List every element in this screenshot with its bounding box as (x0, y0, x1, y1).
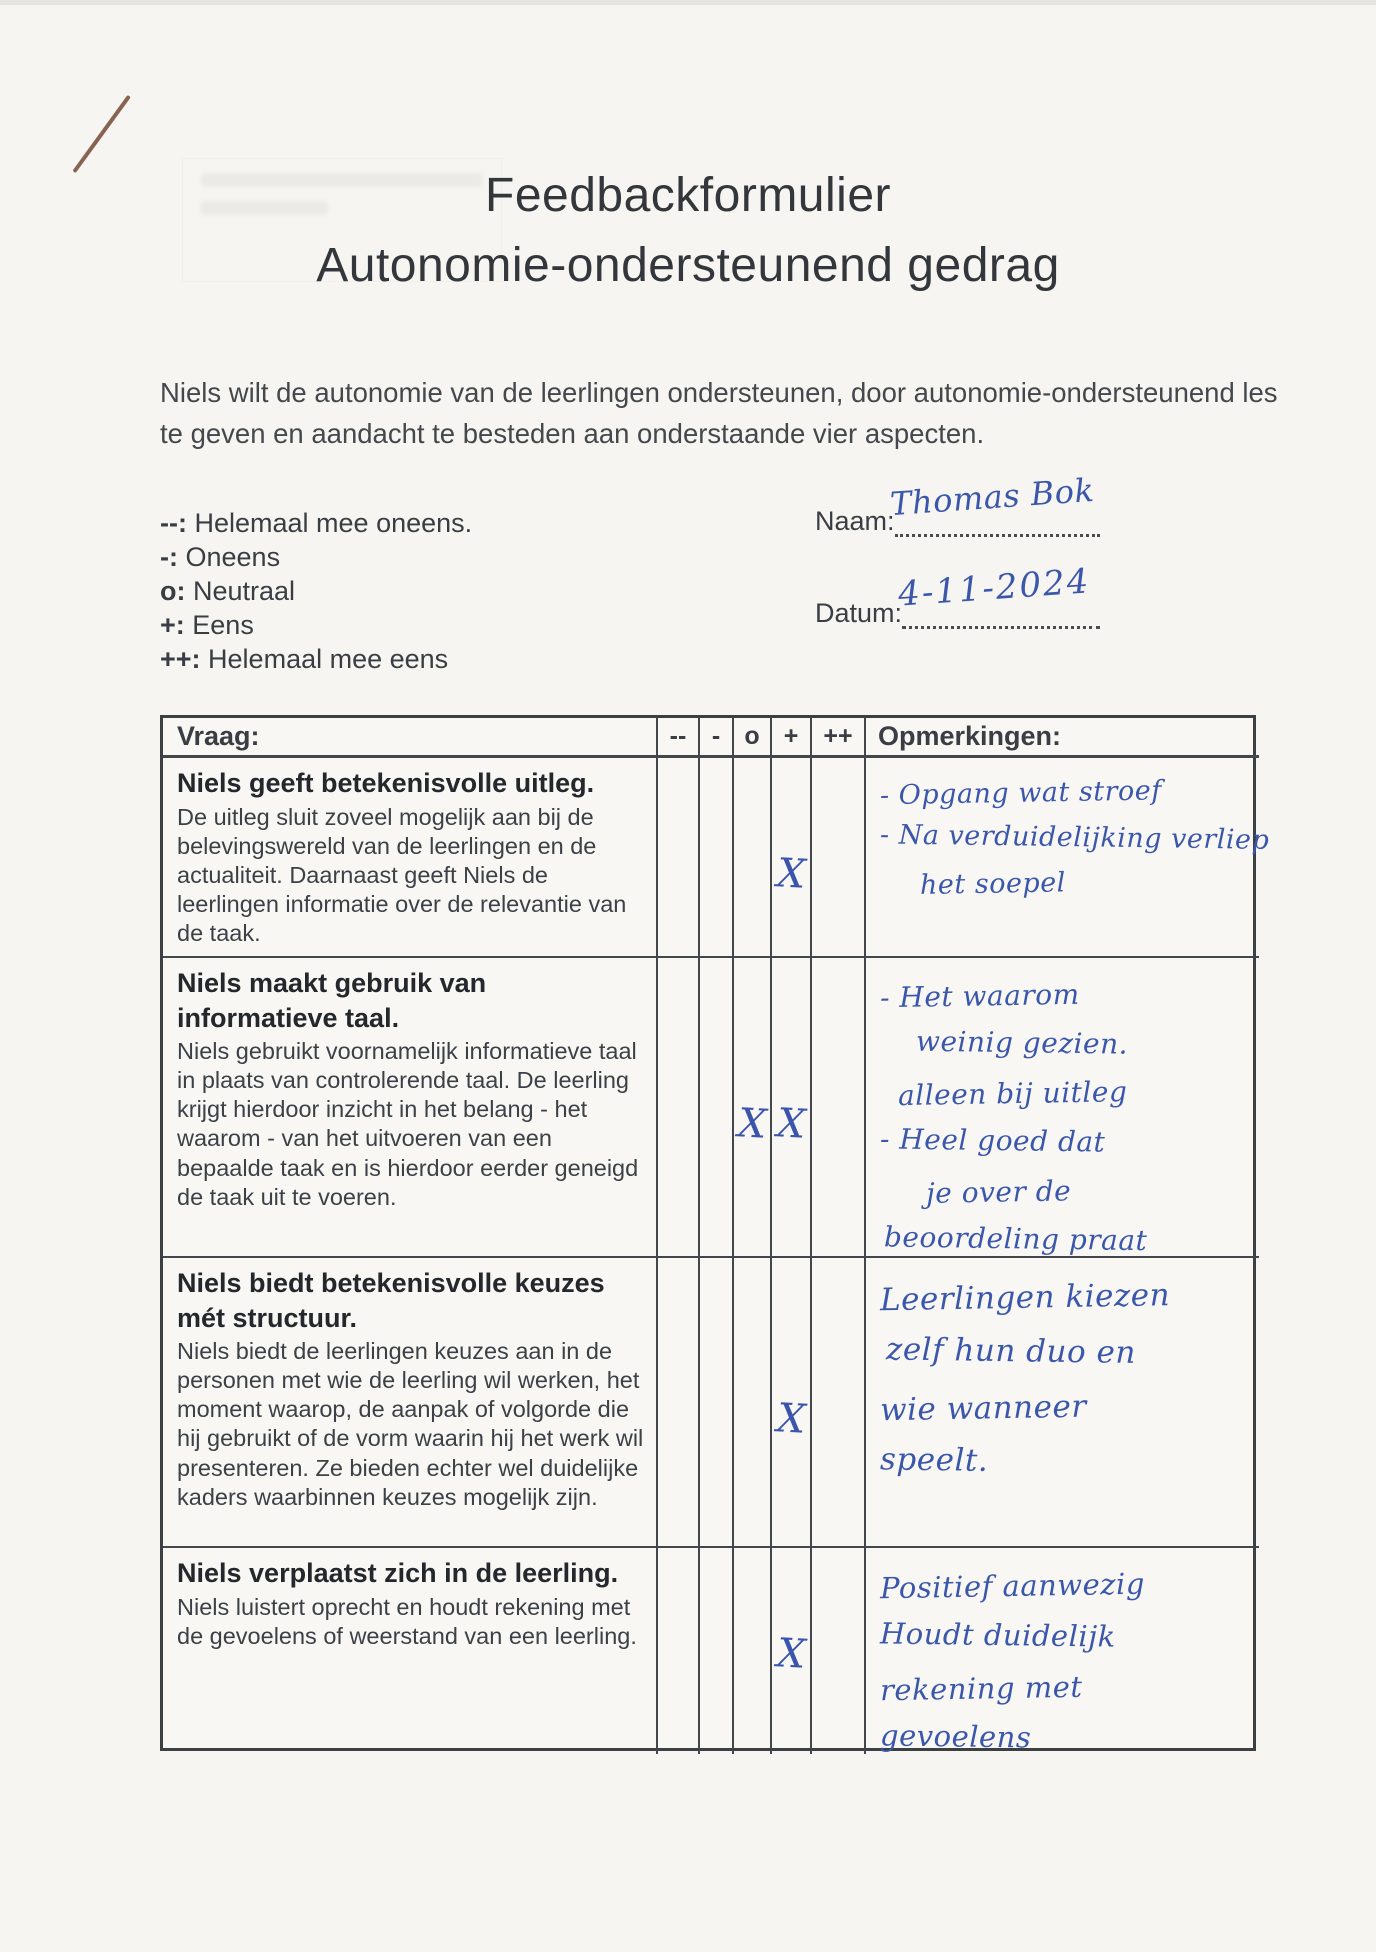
rating-cell (700, 758, 734, 958)
rating-cell (812, 958, 866, 1258)
question-cell (163, 758, 658, 958)
comment-line: - Na verduidelijking verliep (879, 819, 1270, 856)
comment-line: Leerlingen kiezen (879, 1277, 1171, 1319)
comment-line: - Het waarom (879, 977, 1080, 1015)
comment-cell (866, 1548, 1259, 1754)
question-cell (163, 1258, 658, 1548)
legend-symbol: o: (160, 576, 186, 606)
question-title: Niels biedt betekenisvolle keuzes mét structuur. (177, 1268, 605, 1333)
rating-cell (658, 758, 700, 958)
comment-line: - Opgang wat stroef (879, 775, 1163, 812)
legend-item (160, 506, 472, 540)
legend-symbol: +: (160, 610, 185, 640)
rating-cell (772, 1548, 812, 1754)
rating-mark: X (775, 850, 807, 898)
question-cell (163, 958, 658, 1258)
comment-line: alleen bij uitleg (897, 1075, 1128, 1113)
question-title: Niels maakt gebruik van informatieve taal. (177, 968, 487, 1033)
handwritten-comment (880, 970, 1253, 1264)
question-title: Niels verplaatst zich in de leerling. (177, 1558, 619, 1588)
question-description: De uitleg sluit zoveel mogelijk aan bij de belevingswereld van de leerlingen en de actualiteit. Daarnaast geeft Niels de leerlingen informatie over de relevantie van de taak. (177, 803, 627, 947)
header-rating: ++ (812, 718, 866, 758)
rating-cell (658, 1258, 700, 1548)
question-title: Niels geeft betekenisvolle uitleg. (177, 768, 595, 798)
rating-cell (700, 1548, 734, 1754)
comment-cell (866, 958, 1259, 1258)
rating-mark: X (775, 1100, 807, 1148)
comment-line: het soepel (919, 867, 1067, 901)
rating-cell (772, 758, 812, 958)
legend-symbol: --: (160, 508, 187, 538)
legend-label: Eens (192, 610, 254, 640)
form-title-line1: Feedbackformulier (485, 169, 891, 222)
header-question: Vraag: (163, 718, 658, 758)
legend-symbol: -: (160, 542, 178, 572)
rating-cell (734, 958, 772, 1258)
question-cell (163, 1548, 658, 1754)
header-comments: Opmerkingen: (866, 718, 1259, 758)
form-title-line2: Autonomie-ondersteunend gedrag (316, 239, 1060, 292)
comment-cell (866, 1258, 1259, 1548)
handwritten-comment (880, 1270, 1253, 1490)
rating-cell (700, 1258, 734, 1548)
rating-cell (700, 958, 734, 1258)
rating-cell (734, 758, 772, 958)
rating-cell (772, 958, 812, 1258)
rating-cell (658, 958, 700, 1258)
rating-cell (734, 1258, 772, 1548)
header-rating: + (772, 718, 812, 758)
legend-label: Helemaal mee eens (208, 644, 449, 674)
date-handwritten-value: 4-11-2024 (896, 561, 1092, 615)
rating-mark: X (736, 1100, 768, 1148)
handwritten-comment (879, 770, 1270, 905)
comment-line: beoordeling praat (883, 1220, 1148, 1258)
pen-stroke-mark (72, 95, 130, 173)
comment-line: - Heel goed dat (879, 1122, 1106, 1159)
rating-legend (160, 506, 472, 676)
header-rating: o (734, 718, 772, 758)
name-handwritten-value: Thomas Bok (888, 470, 1096, 524)
comment-line: je over de (925, 1174, 1072, 1210)
question-description: Niels biedt de leerlingen keuzes aan in de personen met wie de leerling wil werken, het moment waarop, de aanpak of volgorde die hij gebruikt of de vorm waarin hij het werk wil presenteren. Ze bieden echter wel duidelijke kaders waarbinnen keuzes mogelijk zijn. (177, 1338, 644, 1510)
legend-label: Oneens (185, 542, 281, 572)
comment-line: speelt. (879, 1441, 989, 1479)
comment-line: wie wanneer (879, 1388, 1087, 1429)
comment-cell (866, 758, 1270, 958)
rating-cell (734, 1548, 772, 1754)
scan-edge (0, 0, 1376, 5)
handwritten-comment (880, 1560, 1253, 1764)
rating-mark: X (775, 1395, 807, 1443)
header-rating: - (700, 718, 734, 758)
legend-label: Neutraal (193, 576, 296, 606)
comment-line: Houdt duidelijk (879, 1616, 1116, 1654)
rating-cell (812, 1548, 866, 1754)
name-label: Naam: (815, 506, 895, 536)
rating-mark: X (775, 1630, 807, 1678)
rating-cell (812, 1258, 866, 1548)
comment-line: Positief aanwezig (879, 1566, 1146, 1606)
question-description: Niels luistert oprecht en houdt rekening met de gevoelens of weerstand van een leerling. (177, 1593, 637, 1649)
legend-item (160, 574, 472, 608)
legend-symbol: ++: (160, 644, 201, 674)
feedback-table (160, 715, 1270, 1755)
rating-cell (658, 1548, 700, 1754)
comment-line: gevoelens (879, 1718, 1032, 1755)
legend-label: Helemaal mee oneens. (194, 508, 473, 538)
question-description: Niels gebruikt voornamelijk informatieve taal in plaats van controlerende taal. De leerling krijgt hierdoor inzicht in het belang - het waarom - van het uitvoeren van een bepaalde taak en is hierdoor eerder geneigd de taak uit te voeren. (177, 1038, 639, 1210)
legend-item (160, 540, 472, 574)
intro-paragraph: Niels wilt de autonomie van de leerlingen ondersteunen, door autonomie-ondersteunend les te geven en aandacht te besteden aan onderstaande vier aspecten. (160, 377, 1278, 450)
rating-cell (772, 1258, 812, 1548)
comment-line: weinig gezien. (915, 1024, 1129, 1061)
rating-cell (812, 758, 866, 958)
header-rating: -- (658, 718, 700, 758)
legend-item (160, 642, 472, 676)
comment-line: zelf hun duo en (885, 1331, 1137, 1371)
date-label: Datum: (815, 598, 903, 628)
comment-line: rekening met (879, 1669, 1083, 1708)
legend-item (160, 608, 472, 642)
